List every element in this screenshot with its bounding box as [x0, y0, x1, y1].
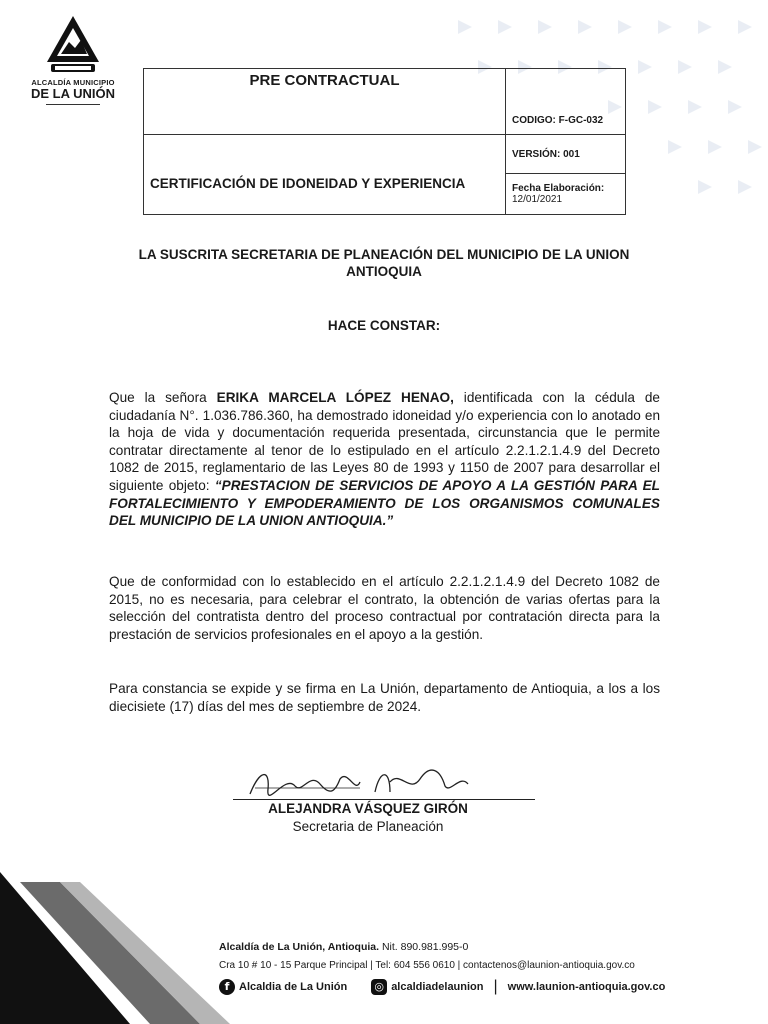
handwritten-signature: [240, 764, 480, 804]
footer-website[interactable]: www.launion-antioquia.gov.co: [507, 981, 666, 993]
document-title: LA SUSCRITA SECRETARIA DE PLANEACIÓN DEL MUNICIPIO DE LA UNION ANTIOQUIA: [138, 247, 630, 279]
header-version: VERSIÓN: 001: [506, 135, 626, 174]
paragraph-certification: [109, 389, 660, 530]
signer-name: ALEJANDRA VÁSQUEZ GIRÓN: [268, 801, 468, 816]
contract-object: “PRESTACION DE SERVICIOS DE APOYO A LA GESTIÓN PARA EL FORTALECIMIENTO Y EMPODERAMIENTO DE LOS ORGANISMOS COMUNALES DEL MUNICIPIO DE LA UNION ANTIOQUIA.”: [109, 477, 660, 529]
hace-constar-heading: HACE CONSTAR:: [327, 318, 441, 333]
footer-social: [219, 978, 665, 996]
footer-nit: Nit. 890.981.995-0: [379, 941, 469, 953]
footer-separator: |: [493, 978, 498, 995]
header-certificacion: CERTIFICACIÓN DE IDONEIDAD Y EXPERIENCIA: [144, 135, 506, 215]
instagram-icon: ◎: [371, 979, 387, 995]
footer-address: Cra 10 # 10 - 15 Parque Principal | Tel: 604 556 0610 | contactenos@launion-antioquia.gov.co: [219, 960, 635, 971]
p1-body: identificada con la cédula de ciudadanía N°. 1.036.786.360, ha demostrado idoneidad y/o experiencia con lo anotado en la hoja de vida y documentación requerida presentada, circunstancia que le permite contratar directamente al tenor de lo estipulado en el artículo 2.2.1.2.1.4.9 del Decreto 1082 de 2015, reglamentario de las Leyes 80 de 1993 y 1150 de 2007 para desarrollar el siguiente objeto:: [109, 390, 660, 493]
paragraph-issuance: Para constancia se expide y se firma en La Unión, departamento de Antioquia, a los a los diecisiete (17) días del mes de septiembre de 2024.: [109, 681, 660, 714]
header-pre-contractual: PRE CONTRACTUAL: [144, 69, 506, 135]
signer-role: Secretaria de Planeación: [292, 819, 444, 834]
footer-facebook[interactable]: Alcaldia de La Unión: [239, 981, 348, 993]
footer-entity: [219, 941, 468, 953]
signature-line: [233, 799, 535, 800]
footer-decoration: [0, 872, 240, 1024]
municipality-logo: [18, 14, 128, 124]
p1-pre: Que la señora: [109, 390, 217, 405]
logo-underline: [46, 104, 100, 105]
facebook-icon: f: [219, 979, 235, 995]
footer-instagram[interactable]: alcaldiadelaunion: [391, 981, 484, 993]
header-codigo: CODIGO: F-GC-032: [506, 69, 626, 135]
header-fecha-label: Fecha Elaboración:: [512, 183, 605, 194]
logo-line2: DE LA UNIÓN: [30, 86, 116, 101]
logo-line1: ALCALDÍA MUNICIPIO: [31, 78, 115, 87]
header-fecha-value: 12/01/2021: [512, 194, 563, 205]
header-fecha: [506, 174, 626, 215]
paragraph-legal-basis: Que de conformidad con lo establecido en el artículo 2.2.1.2.1.4.9 del Decreto 1082 de 2015, no es necesaria, para celebrar el contrato, la obtención de varias ofertas para la selección del contratista dentro del proceso contractual por contratación directa para la prestación de servicios profesionales en el apoyo a la gestión.: [109, 574, 660, 642]
footer-entity-name: Alcaldía de La Unión, Antioquia.: [219, 941, 380, 953]
document-header-table: [143, 68, 626, 215]
coat-of-arms-icon: [43, 14, 103, 76]
contractor-name: ERIKA MARCELA LÓPEZ HENAO,: [216, 390, 454, 405]
